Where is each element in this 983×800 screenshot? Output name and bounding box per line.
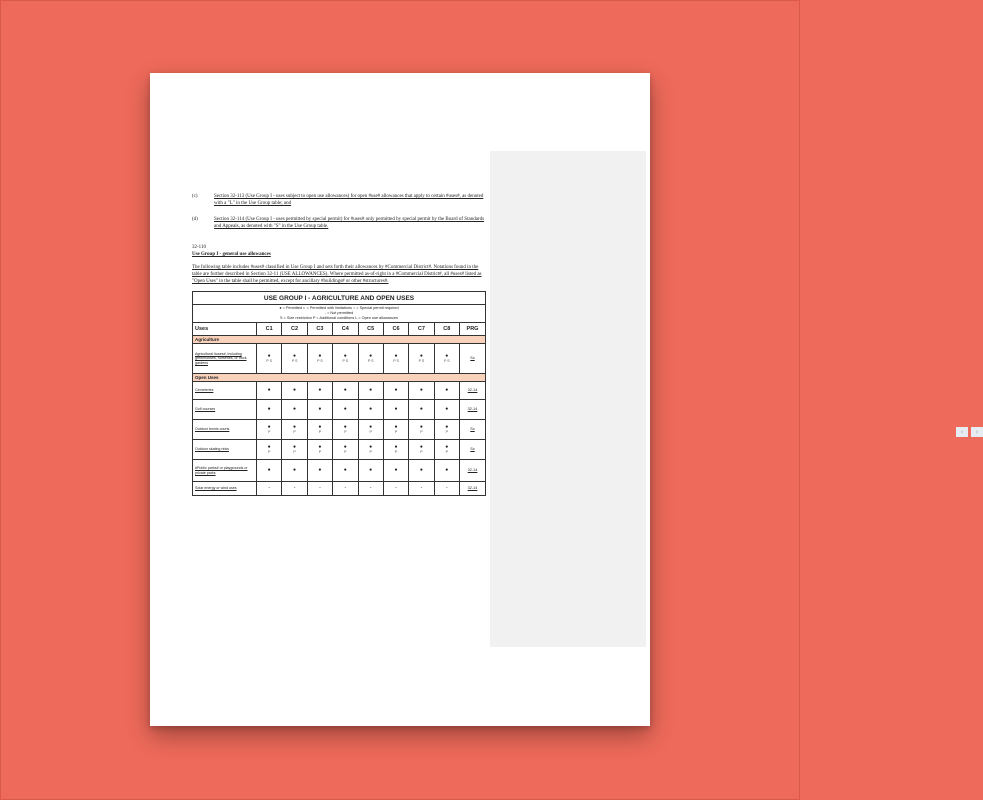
allowance-mark: - — [344, 485, 347, 491]
column-header: C7 — [409, 323, 434, 336]
column-header: C3 — [307, 323, 332, 336]
allowance-cell — [282, 400, 307, 420]
allowance-mark: ● — [369, 387, 373, 393]
column-header: Uses — [193, 323, 257, 336]
allowance-cell — [307, 460, 332, 482]
allowance-cell — [307, 482, 332, 496]
allowance-mark: ● — [419, 352, 423, 359]
allowance-cell — [434, 344, 459, 374]
allowance-note: P — [293, 429, 296, 434]
allowance-mark: - — [268, 485, 271, 491]
allowance-note: P S — [266, 358, 273, 363]
allowance-cell — [282, 382, 307, 400]
allowance-cell — [409, 440, 434, 460]
use-group-table — [192, 291, 486, 496]
allowance-mark: ● — [318, 423, 322, 430]
previous-page-button[interactable]: ‹ — [956, 427, 968, 437]
allowance-mark: ● — [267, 443, 271, 450]
allowance-cell — [257, 460, 282, 482]
item-text-link[interactable]: Section 32-114 (Use Group I - uses permitted by special permit) for #uses# only permitted by special permit by the Board of Standards and Appeals, as denoted with "S" in the Use Group table. — [214, 217, 485, 229]
allowance-mark: ● — [419, 467, 423, 473]
allowance-mark: ● — [318, 467, 322, 473]
prg-reference-link[interactable]: Sc — [460, 440, 486, 460]
allowance-note: P — [369, 429, 372, 434]
column-header: C4 — [333, 323, 358, 336]
column-header: C2 — [282, 323, 307, 336]
allowance-cell — [383, 344, 408, 374]
list-item — [192, 216, 488, 230]
section-number: 32-110 — [192, 245, 206, 250]
allowance-mark: ● — [445, 443, 449, 450]
allowance-cell — [358, 482, 383, 496]
table-title: USE GROUP I - AGRICULTURE AND OPEN USES — [193, 292, 486, 305]
allowance-cell — [257, 344, 282, 374]
allowance-note: P — [344, 429, 347, 434]
allowance-cell — [383, 440, 408, 460]
allowance-mark: - — [395, 485, 397, 491]
allowance-mark: ● — [293, 352, 297, 359]
allowance-mark: ● — [293, 443, 297, 450]
allowance-cell — [333, 420, 358, 440]
allowance-cell — [434, 382, 459, 400]
allowance-mark: ● — [318, 352, 322, 359]
allowance-mark: ● — [445, 352, 449, 359]
allowance-cell — [333, 482, 358, 496]
column-header: C6 — [383, 323, 408, 336]
allowance-cell — [282, 460, 307, 482]
allowance-cell — [257, 382, 282, 400]
table-header-row — [193, 323, 486, 336]
allowance-mark: ● — [394, 467, 398, 473]
allowance-mark: ● — [267, 423, 271, 430]
allowance-cell — [257, 420, 282, 440]
allowance-mark: ● — [419, 387, 423, 393]
allowance-cell — [409, 460, 434, 482]
allowance-cell — [307, 400, 332, 420]
allowance-cell — [383, 382, 408, 400]
item-text-link[interactable]: Section 32-113 (Use Group I - uses subject to open use allowances) for open #use# allowances that apply to certain #uses#, as denoted with a "L" in the Use Group table; and — [214, 194, 484, 206]
table-row — [193, 460, 486, 482]
allowance-note: P — [267, 449, 271, 454]
allowance-mark: ● — [343, 467, 347, 473]
intro-paragraph: The following table includes #uses# classified in Use Group I and sets forth their allowances by #Commercial District#. Notations found in the table are further described in Section 32-11 (USE ALLOWANCES). Where permitted as-of-right in a #Commercial District#, all #uses# listed as "Open Uses" in the table shall be permitted, except for ancillary #buildings# or other #structures#. — [192, 265, 482, 284]
allowance-cell — [307, 420, 332, 440]
use-name-link[interactable]: #Public parks# or playgrounds or private parks — [193, 460, 257, 482]
use-name-link[interactable]: Agricultural #uses#, including greenhouses, nurseries, or truck gardens — [193, 344, 257, 374]
allowance-cell — [358, 382, 383, 400]
prg-reference-link[interactable]: 32-14 — [460, 400, 486, 420]
table-row — [193, 440, 486, 460]
allowance-mark: ● — [445, 423, 449, 430]
allowance-cell — [434, 420, 459, 440]
allowance-mark: ● — [267, 387, 271, 393]
allowance-mark: ● — [394, 423, 398, 430]
section-title: Use Group I - general use allowances — [192, 252, 271, 257]
allowance-mark: ● — [394, 443, 398, 450]
allowance-mark: ● — [394, 387, 398, 393]
allowance-mark: ● — [419, 423, 423, 430]
allowance-cell — [409, 420, 434, 440]
allowance-mark: ● — [369, 406, 373, 412]
allowance-cell — [333, 440, 358, 460]
allowance-cell — [383, 420, 408, 440]
allowance-mark: ● — [369, 423, 373, 430]
allowance-cell — [282, 440, 307, 460]
category-row — [193, 374, 486, 382]
allowance-note: P — [318, 449, 322, 454]
allowance-cell — [358, 400, 383, 420]
page-nav — [956, 427, 983, 437]
allowance-cell — [409, 400, 434, 420]
document-page — [150, 73, 979, 726]
allowance-mark: - — [293, 485, 296, 491]
allowance-cell — [333, 382, 358, 400]
allowance-cell — [333, 344, 358, 374]
column-header: PRG — [460, 323, 486, 336]
category-label: Open Uses — [193, 374, 486, 382]
allowance-mark: - — [369, 485, 372, 491]
prg-reference-link[interactable]: Sc — [460, 344, 486, 374]
category-row — [193, 336, 486, 344]
side-panel — [490, 151, 979, 647]
allowance-note: P S — [418, 358, 425, 363]
allowance-mark: ● — [343, 387, 347, 393]
allowance-mark: ● — [419, 443, 423, 450]
allowance-note: P S — [291, 358, 298, 363]
allowance-note: P — [369, 449, 372, 454]
allowance-mark: ● — [318, 406, 322, 412]
item-marker: (c) — [192, 194, 198, 199]
allowance-mark: ● — [318, 443, 322, 450]
allowance-cell — [383, 400, 408, 420]
allowance-mark: ● — [369, 443, 373, 450]
use-name-link[interactable]: Golf courses — [193, 400, 257, 420]
allowance-note: P — [267, 429, 271, 434]
allowance-note: P — [318, 429, 322, 434]
allowance-cell — [383, 460, 408, 482]
allowance-mark: ● — [343, 352, 347, 359]
allowance-mark: ● — [343, 406, 347, 412]
allowance-mark: ● — [343, 423, 347, 430]
allowance-cell — [282, 482, 307, 496]
allowance-mark: ● — [267, 352, 271, 359]
allowance-mark: ● — [293, 387, 297, 393]
allowance-cell — [434, 400, 459, 420]
list-item — [192, 193, 488, 207]
category-label: Agriculture — [193, 336, 486, 344]
allowance-mark: ● — [445, 387, 449, 393]
allowance-cell — [282, 420, 307, 440]
column-header: C5 — [358, 323, 383, 336]
allowance-note: P S — [393, 358, 399, 363]
allowance-cell — [257, 482, 282, 496]
table-row — [193, 344, 486, 374]
item-marker: (d) — [192, 217, 198, 222]
use-name-link[interactable]: Solar energy or wind uses — [193, 482, 257, 496]
column-header: C8 — [434, 323, 459, 336]
allowance-mark: ● — [293, 423, 297, 430]
table-row — [193, 420, 486, 440]
allowance-cell — [307, 344, 332, 374]
next-page-button[interactable]: › — [971, 427, 983, 437]
legend-line: ● = Permitted ◐ = Permitted with limitations ○ = Special permit required — [279, 306, 399, 310]
allowance-mark: ● — [267, 467, 271, 473]
allowance-note: P — [420, 429, 423, 434]
allowance-mark: ● — [445, 467, 449, 473]
allowance-cell — [434, 440, 459, 460]
allowance-cell — [383, 482, 408, 496]
allowance-note: P — [344, 449, 347, 454]
allowance-cell — [409, 382, 434, 400]
allowance-cell — [358, 420, 383, 440]
allowance-mark: ● — [394, 406, 398, 412]
prg-reference-link[interactable]: 32-14 — [460, 482, 486, 496]
prg-reference-link[interactable]: 32-14 — [460, 382, 486, 400]
allowance-cell — [333, 460, 358, 482]
allowance-note: P — [445, 449, 449, 454]
use-name-link[interactable]: Cemeteries — [193, 382, 257, 400]
allowance-cell — [358, 440, 383, 460]
prg-reference-link[interactable]: 32-14 — [460, 460, 486, 482]
allowance-note: P — [293, 449, 296, 454]
allowance-cell — [358, 344, 383, 374]
table-row — [193, 382, 486, 400]
allowance-cell — [434, 460, 459, 482]
allowance-note: P S — [317, 358, 323, 363]
allowance-note: P S — [367, 358, 374, 363]
allowance-cell — [358, 460, 383, 482]
allowance-note: P — [394, 429, 398, 434]
allowance-note: P — [445, 429, 449, 434]
prg-reference-link[interactable]: Sc — [460, 420, 486, 440]
table-row — [193, 482, 486, 496]
allowance-mark: ● — [318, 387, 322, 393]
allowance-cell — [434, 482, 459, 496]
use-name-link[interactable]: Outdoor tennis courts — [193, 420, 257, 440]
allowance-cell — [307, 382, 332, 400]
allowance-note: P S — [342, 358, 349, 363]
allowance-cell — [409, 344, 434, 374]
allowance-cell — [282, 344, 307, 374]
allowance-mark: ● — [394, 352, 398, 359]
allowance-cell — [409, 482, 434, 496]
allowance-mark: - — [420, 485, 423, 491]
allowance-cell — [257, 400, 282, 420]
allowance-mark: ● — [343, 443, 347, 450]
legend-line: S = Size restriction P = Additional conditions L = Open use allowances — [280, 316, 398, 320]
allowance-cell — [333, 400, 358, 420]
use-name-link[interactable]: Outdoor skating rinks — [193, 440, 257, 460]
allowance-mark: ● — [369, 352, 373, 359]
allowance-cell — [307, 440, 332, 460]
allowance-mark: - — [319, 485, 321, 491]
allowance-mark: ● — [293, 406, 297, 412]
table-legend — [193, 305, 486, 323]
allowance-note: P S — [443, 358, 450, 363]
allowance-mark: ● — [293, 467, 297, 473]
allowance-mark: ● — [445, 406, 449, 412]
table-row — [193, 400, 486, 420]
allowance-cell — [257, 440, 282, 460]
allowance-mark: - — [445, 485, 448, 491]
document-content — [192, 193, 488, 496]
allowance-mark: ● — [419, 406, 423, 412]
column-header: C1 — [257, 323, 282, 336]
allowance-note: P — [394, 449, 398, 454]
allowance-mark: ● — [369, 467, 373, 473]
legend-line: - = Not permitted — [324, 311, 354, 315]
allowance-mark: ● — [267, 406, 271, 412]
allowance-note: P — [420, 449, 423, 454]
